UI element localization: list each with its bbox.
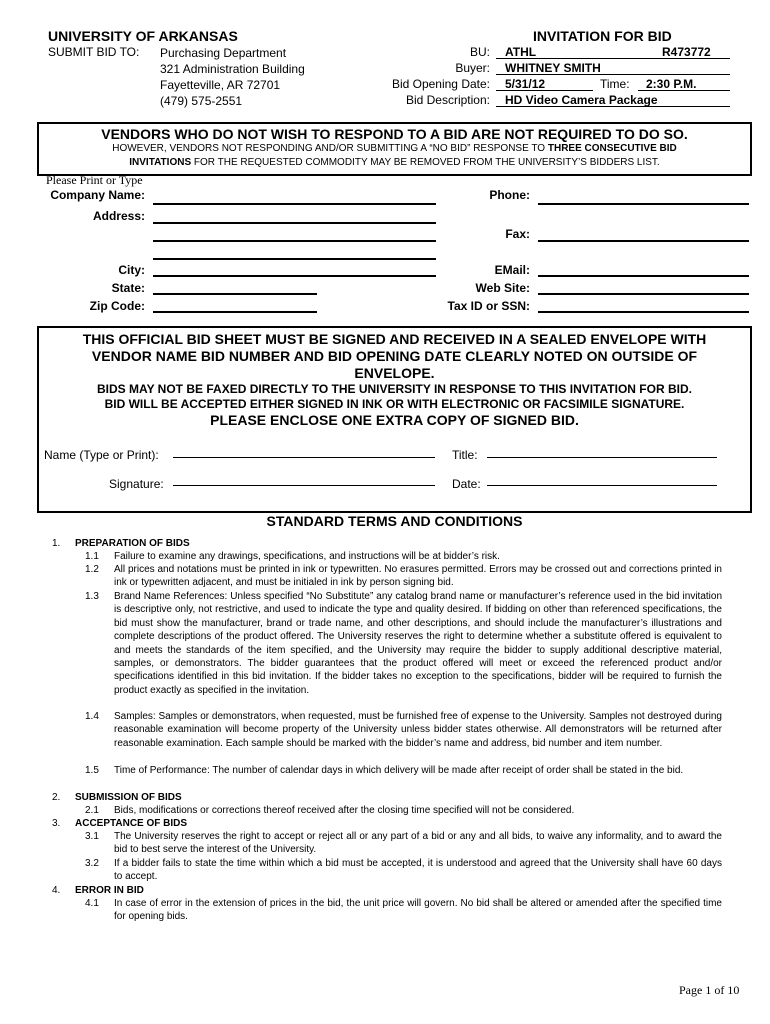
email-input[interactable]	[538, 275, 749, 277]
page-number: Page 1 of 10	[679, 983, 740, 997]
clause-text: Failure to examine any drawings, specifications, and instructions will be at bidder’s risk.	[114, 551, 500, 562]
notice-text: HOWEVER, VENDORS NOT RESPONDING AND/OR SUBMITTING A “NO BID” RESPONSE TO	[112, 143, 548, 154]
submit-address	[160, 45, 305, 109]
clause-text: Bids, modifications or corrections thereof received after the closing time specified will not be considered.	[114, 805, 575, 816]
section-title: SUBMISSION OF BIDS	[75, 792, 182, 803]
clause-number: 1.4	[85, 711, 99, 722]
signature-box-line-5: BID WILL BE ACCEPTED EITHER SIGNED IN INK OR WITH ELECTRONIC OR FACSIMILE SIGNATURE.	[104, 397, 685, 411]
signature-box-line-2: VENDOR NAME BID NUMBER AND BID OPENING DATE CLEARLY NOTED ON OUTSIDE OF	[91, 348, 698, 364]
section-number: 3.	[52, 818, 61, 829]
tax-id-label: Tax ID or SSN:	[447, 299, 530, 313]
address-line: 321 Administration Building	[160, 62, 305, 76]
state-label: State:	[111, 281, 145, 295]
clause-number: 3.1	[85, 831, 99, 842]
signature-box-line-1: THIS OFFICIAL BID SHEET MUST BE SIGNED AND RECEIVED IN A SEALED ENVELOPE WITH	[82, 331, 707, 347]
bid-number: R473772	[662, 45, 711, 59]
phone-input[interactable]	[538, 203, 749, 205]
section-number: 1.	[52, 538, 61, 549]
clause-number: 4.1	[85, 898, 99, 909]
description-label: Bid Description:	[405, 93, 490, 107]
print-note: Please Print or Type	[46, 173, 143, 187]
time-underline	[638, 90, 730, 91]
bu-label: BU:	[469, 45, 490, 59]
notice-text: FOR THE REQUESTED COMMODITY MAY BE REMOVED FROM THE UNIVERSITY’S BIDDERS LIST.	[191, 157, 660, 168]
zip-label: Zip Code:	[89, 299, 145, 313]
phone-label: Phone:	[489, 188, 530, 202]
website-label: Web Site:	[475, 281, 530, 295]
opening-date-underline	[496, 90, 593, 91]
fax-label: Fax:	[505, 227, 530, 241]
city-input[interactable]	[153, 275, 436, 277]
city-label: City:	[118, 263, 145, 277]
website-input[interactable]	[538, 293, 749, 295]
notice-emphasis: THREE CONSECUTIVE BID	[547, 143, 677, 154]
title-input[interactable]	[487, 457, 717, 458]
opening-date-value: 5/31/12	[505, 77, 546, 91]
document-title: INVITATION FOR BID	[533, 28, 672, 44]
clause-number: 1.3	[85, 591, 99, 602]
clause-number: 1.1	[85, 551, 99, 562]
section-number: 4.	[52, 885, 61, 896]
tax-id-input[interactable]	[538, 311, 749, 313]
submit-label: SUBMIT BID TO:	[48, 45, 140, 59]
buyer-underline	[496, 74, 730, 75]
buyer-label: Buyer:	[455, 61, 490, 75]
notice-title: VENDORS WHO DO NOT WISH TO RESPOND TO A BID ARE NOT REQUIRED TO DO SO.	[101, 126, 688, 142]
name-input[interactable]	[173, 457, 435, 458]
company-input[interactable]	[153, 203, 436, 205]
state-input[interactable]	[153, 293, 317, 295]
clause-number: 1.5	[85, 765, 99, 776]
terms-heading: STANDARD TERMS AND CONDITIONS	[266, 513, 523, 529]
signature-label: Signature:	[109, 477, 164, 491]
clause-text: If a bidder fails to state the time within which a bid must be accepted, it is understood and agreed that the University shall have 60 days to accept.	[114, 858, 722, 883]
clause-text: Samples: Samples or demonstrators, when requested, must be furnished free of expense to the University. Samples not destroyed during reasonable examination will become property of the University unless bidder states otherwise. All demonstrators will be returned after reasonable examination. Each sample should be marked with the bidder’s name and address, bid number and item number.	[114, 711, 722, 749]
title-label: Title:	[452, 448, 478, 462]
bu-value: ATHL	[505, 45, 537, 59]
address-input-2[interactable]	[153, 240, 436, 242]
notice-line-1	[37, 143, 752, 154]
section-title: PREPARATION OF BIDS	[75, 538, 190, 549]
clause-text: The University reserves the right to accept or reject all or any part of a bid or any and all bids, to waive any informality, and to award the bid to best serve the interest of the University.	[114, 831, 722, 856]
notice-emphasis: INVITATIONS	[129, 157, 192, 168]
name-label: Name (Type or Print):	[44, 448, 159, 462]
signature-box-line-3: ENVELOPE.	[354, 365, 435, 381]
address-input-1[interactable]	[153, 222, 436, 224]
bu-underline	[496, 58, 730, 59]
clause-number: 1.2	[85, 564, 99, 575]
signature-input[interactable]	[173, 485, 435, 486]
section-title: ACCEPTANCE OF BIDS	[75, 818, 188, 829]
section-title: ERROR IN BID	[75, 885, 144, 896]
time-label: Time:	[600, 77, 630, 91]
clause-text: Time of Performance: The number of calendar days in which delivery will be made after receipt of order shall be stated in the bid.	[114, 765, 684, 776]
address-line: (479) 575-2551	[160, 94, 243, 108]
address-line: Fayetteville, AR 72701	[160, 78, 281, 92]
address-input-3[interactable]	[153, 258, 436, 260]
email-label: EMail:	[494, 263, 530, 277]
address-label: Address:	[92, 209, 145, 223]
clause-text: All prices and notations must be printed in ink or typewritten. No erasures permitted. Errors may be crossed out and corrections printed in ink or typewritten adjacent, and must be initialed in ink by person signing bid.	[114, 564, 722, 589]
clause-number: 3.2	[85, 858, 99, 869]
time-value: 2:30 P.M.	[646, 77, 697, 91]
university-name: UNIVERSITY OF ARKANSAS	[48, 28, 238, 44]
company-label: Company Name:	[50, 188, 145, 202]
clause-text: Brand Name References: Unless specified “No Substitute” any catalog brand name or manufacturer’s reference used in the bid invitation is descriptive only, not restrictive, and used to indicate the type and quality desired. If bidding on other than referenced specifications, the bid must show the manufacturer, brand or trade name, and other descriptions, and should include the manufacturer’s illustrations and complete descriptions of the product offered. The University reserves the right to determine whether a substitute offered is equivalent to and meets the standards of the item specified, and the University may require the bidder to supply additional descriptive material, samples, or demonstrators. The bidder guarantees that the product offered will meet or exceed the referenced product and/or specifications identified in this bid invitation. If the bidder takes no exception to the specifications, bidder will be required to furnish the product exactly as specified in the invitation.	[114, 591, 722, 696]
clause-text: In case of error in the extension of prices in the bid, the unit price will govern. No bid shall be altered or amended after the specified time for opening bids.	[114, 898, 722, 923]
description-underline	[496, 106, 730, 107]
fax-input[interactable]	[538, 240, 749, 242]
zip-input[interactable]	[153, 311, 317, 313]
notice-line-2	[37, 157, 752, 168]
section-number: 2.	[52, 792, 61, 803]
signature-box-line-4: BIDS MAY NOT BE FAXED DIRECTLY TO THE UNIVERSITY IN RESPONSE TO THIS INVITATION FOR BID.	[97, 382, 692, 396]
buyer-value: WHITNEY SMITH	[505, 61, 601, 75]
signature-box-line-6: PLEASE ENCLOSE ONE EXTRA COPY OF SIGNED BID.	[210, 412, 579, 428]
date-input[interactable]	[487, 485, 717, 486]
date-label: Date:	[452, 477, 481, 491]
address-line: Purchasing Department	[160, 46, 287, 60]
clause-number: 2.1	[85, 805, 99, 816]
opening-date-label: Bid Opening Date:	[391, 77, 490, 91]
description-value: HD Video Camera Package	[505, 93, 658, 107]
